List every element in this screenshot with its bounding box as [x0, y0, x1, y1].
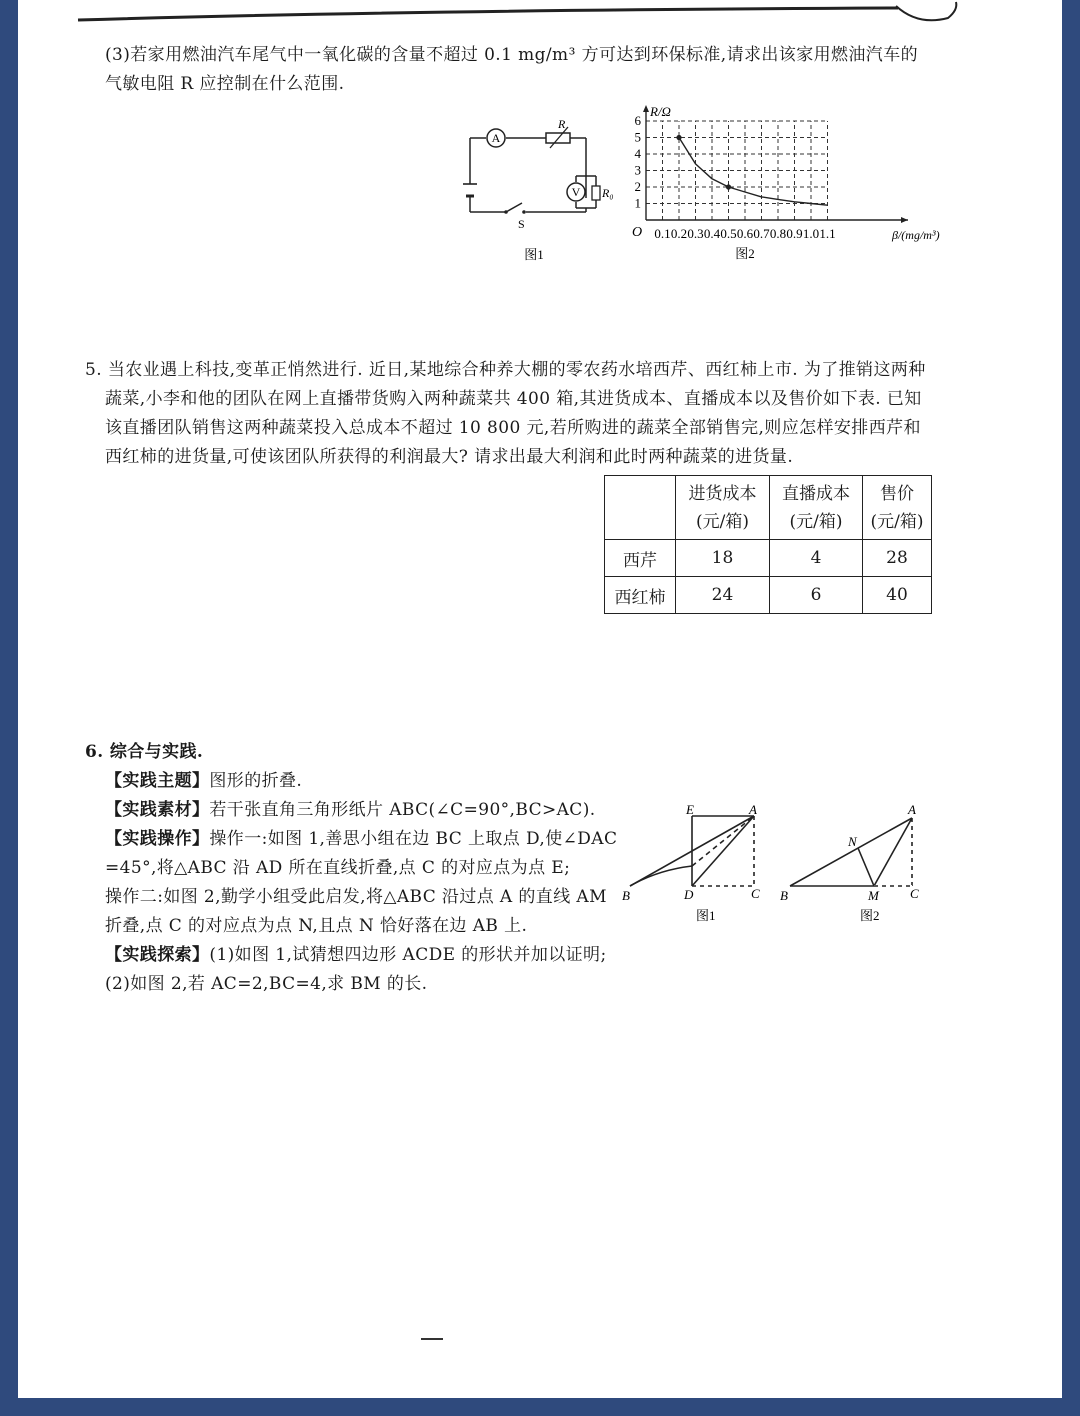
q6-explore — [105, 941, 607, 970]
cell: 6 — [770, 577, 863, 614]
q6-operation — [105, 825, 617, 854]
fig1-caption: 图1 — [524, 247, 544, 262]
footer-mark — [421, 1338, 443, 1340]
x-axis-label: β/(mg/m³) — [892, 228, 940, 242]
point-M: M — [868, 888, 879, 903]
resistor-label-R: R — [558, 117, 566, 131]
explore-tag: 【实践探索】 — [105, 945, 210, 965]
q6-theme — [105, 767, 302, 796]
cell: 4 — [770, 540, 863, 577]
cell: 40 — [863, 577, 932, 614]
x-axis-arrow — [901, 217, 908, 223]
theme-tag: 【实践主题】 — [105, 771, 210, 791]
q5-line3: 该直播团队销售这两种蔬菜投入总成本不超过 10 800 元,若所购进的蔬菜全部销售完,则应怎样安排西芹和 — [105, 418, 921, 438]
point-A: A — [908, 802, 916, 817]
data-point — [726, 184, 731, 189]
header-unit: (元/箱) — [870, 511, 924, 532]
x-tick-label: 0.5 — [720, 226, 737, 241]
table-row — [605, 577, 932, 614]
y-tick-label: 6 — [634, 113, 641, 128]
y-tick-label: 1 — [634, 195, 641, 211]
point-D: D — [684, 887, 694, 902]
point-B: B — [622, 888, 630, 903]
row-name: 西红柿 — [605, 577, 676, 614]
geometry-figure-1 — [618, 796, 778, 930]
point-A: A — [749, 802, 757, 817]
resistance-chart — [614, 100, 959, 265]
switch-label: S — [518, 217, 525, 231]
theme-text: 图形的折叠. — [209, 771, 303, 791]
circuit-figure — [458, 110, 618, 265]
x-tick-label: 0.9 — [786, 226, 803, 241]
table-header-cell — [770, 476, 863, 540]
header-purchase-cost: 进货成本 — [688, 483, 757, 504]
point-C: C — [751, 886, 760, 901]
geometry-figure-2 — [776, 796, 946, 930]
header-unit: (元/箱) — [696, 511, 749, 532]
voltmeter-label: V — [571, 185, 581, 199]
q5-line1: 5. 当农业遇上科技,变革正悄然进行. 近日,某地综合种养大棚的零农药水培西芹、西红柿上市. 为了推销这两种 — [85, 360, 926, 380]
table-row — [605, 540, 932, 577]
q5-line4: 西红柿的进货量,可使该团队所获得的利润最大? 请求出最大利润和此时两种蔬菜的进货量. — [105, 447, 794, 467]
top-decoration — [18, 0, 1062, 30]
exam-sheet — [18, 0, 1062, 1398]
y-tick-label: 5 — [634, 129, 641, 145]
origin-label: O — [632, 225, 643, 240]
q6-op-line2: =45°,将△ABC 沿 AD 所在直线折叠,点 C 的对应点为点 E; — [105, 858, 571, 878]
table-header-row — [605, 476, 932, 540]
q5-line2: 蔬菜,小李和他的团队在网上直播带货购入两种蔬菜共 400 箱,其进货成本、直播成本以及售价如下表. 已知 — [105, 389, 922, 409]
q6-op-line4: 折叠,点 C 的对应点为点 N,且点 N 恰好落在边 AB 上. — [105, 916, 528, 936]
header-unit: (元/箱) — [789, 511, 843, 532]
cell: 28 — [863, 540, 932, 577]
q6-explore-line2: (2)如图 2,若 AC=2,BC=4,求 BM 的长. — [105, 974, 428, 994]
cell: 24 — [676, 577, 770, 614]
x-tick-label: 1.1 — [819, 226, 836, 241]
part3-line1: (3)若家用燃油汽车尾气中一氧化碳的含量不超过 0.1 mg/m³ 方可达到环保标准,请求出该家用燃油汽车的 — [105, 45, 918, 65]
cell: 18 — [676, 540, 770, 577]
point-E: E — [686, 802, 694, 817]
y-tick-label: 4 — [634, 146, 641, 161]
y-tick-label: 2 — [634, 179, 641, 194]
material-tag: 【实践素材】 — [105, 800, 210, 820]
explore-text: (1)如图 1,试猜想四边形 ACDE 的形状并加以证明; — [209, 945, 607, 965]
q6-title: 6. 综合与实践. — [85, 742, 204, 762]
cost-price-table — [604, 475, 932, 614]
ammeter-label: A — [491, 131, 501, 145]
row-name: 西芹 — [605, 540, 676, 577]
y-tick-label: 3 — [634, 162, 641, 178]
y-axis-arrow — [643, 105, 649, 112]
header-sale-price: 售价 — [880, 483, 914, 504]
series-line — [679, 138, 828, 206]
x-tick-label: 0.6 — [736, 226, 754, 241]
data-point — [676, 135, 681, 140]
header-stream-cost: 直播成本 — [782, 483, 850, 504]
y-axis-label: R/Ω — [650, 104, 671, 119]
operation-text: 操作一:如图 1,善思小组在边 BC 上取点 D,使∠DAC — [209, 829, 618, 849]
geo-fig2-caption: 图2 — [860, 908, 880, 923]
fig2-caption: 图2 — [735, 246, 755, 261]
table-corner-cell — [605, 476, 676, 540]
table-header-cell — [863, 476, 932, 540]
geo-fig1-caption: 图1 — [696, 908, 716, 923]
x-tick-label: 0.1 — [654, 226, 671, 241]
operation-tag: 【实践操作】 — [105, 829, 210, 849]
table-header-cell — [676, 476, 770, 540]
x-tick-label: 0.7 — [753, 226, 770, 241]
point-B: B — [780, 888, 788, 903]
resistor-label-R0: R₀ — [602, 186, 614, 200]
q6-op-line3: 操作二:如图 2,勤学小组受此启发,将△ABC 沿过点 A 的直线 AM — [105, 887, 607, 907]
part3-line2: 气敏电阻 R 应控制在什么范围. — [105, 74, 345, 94]
x-tick-label: 1.0 — [802, 226, 820, 241]
x-tick-label: 0.3 — [687, 226, 704, 241]
q6-material — [105, 796, 596, 825]
x-tick-label: 0.2 — [670, 226, 688, 241]
material-text: 若干张直角三角形纸片 ABC(∠C=90°,BC>AC). — [209, 800, 596, 820]
x-tick-label: 0.8 — [769, 226, 787, 241]
point-N: N — [848, 834, 857, 849]
x-tick-label: 0.4 — [703, 226, 721, 241]
point-C: C — [910, 886, 919, 901]
